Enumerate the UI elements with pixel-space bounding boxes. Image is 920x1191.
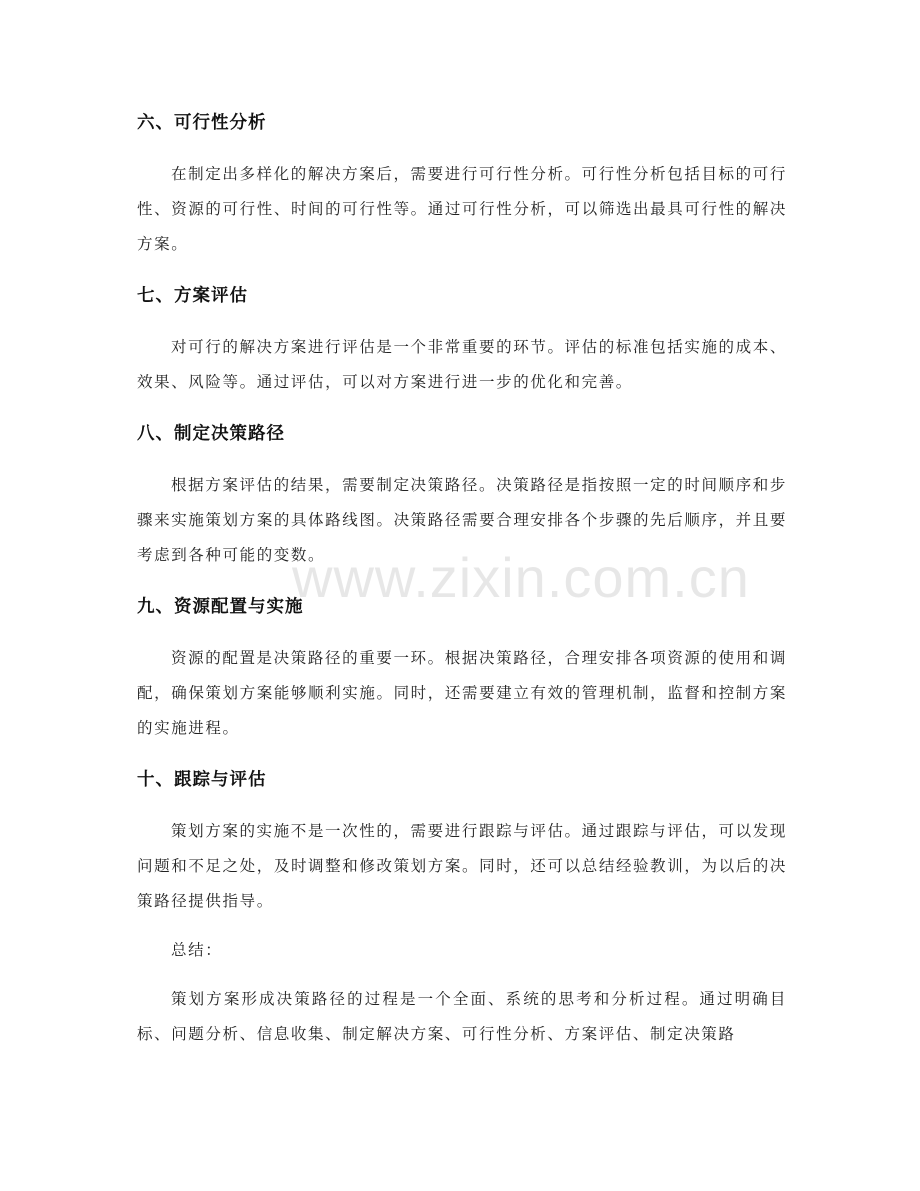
watermark: www.zixin.com.cn <box>292 546 750 609</box>
section-paragraph-7: 对可行的解决方案进行评估是一个非常重要的环节。评估的标准包括实施的成本、效果、风险等。通过评估，可以对方案进行进一步的优化和完善。 <box>137 338 787 391</box>
section-paragraph-10: 策划方案的实施不是一次性的，需要进行跟踪与评估。通过跟踪与评估，可以发现问题和不足之处，及时调整和修改策划方案。同时，还可以总结经验教训，为以后的决策路径提供指导。 <box>137 822 787 910</box>
summary-paragraph: 策划方案形成决策路径的过程是一个全面、系统的思考和分析过程。通过明确目标、问题分析、信息收集、制定解决方案、可行性分析、方案评估、制定决策路 <box>137 990 787 1043</box>
section-heading-8: 八、制定决策路径 <box>137 424 285 444</box>
section-paragraph-6: 在制定出多样化的解决方案后，需要进行可行性分析。可行性分析包括目标的可行性、资源的可行性、时间的可行性等。通过可行性分析，可以筛选出最具可行性的解决方案。 <box>137 165 787 253</box>
section-heading-7: 七、方案评估 <box>137 286 248 306</box>
section-heading-6: 六、可行性分析 <box>137 113 267 133</box>
document-body <box>137 103 787 1066</box>
section-paragraph-8: 根据方案评估的结果，需要制定决策路径。决策路径是指按照一定的时间顺序和步骤来实施策划方案的具体路线图。决策路径需要合理安排各个步骤的先后顺序，并且要考虑到各种可能的变数。 <box>137 476 787 564</box>
section-heading-9: 九、资源配置与实施 <box>137 597 304 617</box>
section-heading-10: 十、跟踪与评估 <box>137 770 267 790</box>
summary-label: 总结： <box>171 941 223 959</box>
section-paragraph-9: 资源的配置是决策路径的重要一环。根据决策路径，合理安排各项资源的使用和调配，确保策划方案能够顺利实施。同时，还需要建立有效的管理机制，监督和控制方案的实施进程。 <box>137 649 787 737</box>
